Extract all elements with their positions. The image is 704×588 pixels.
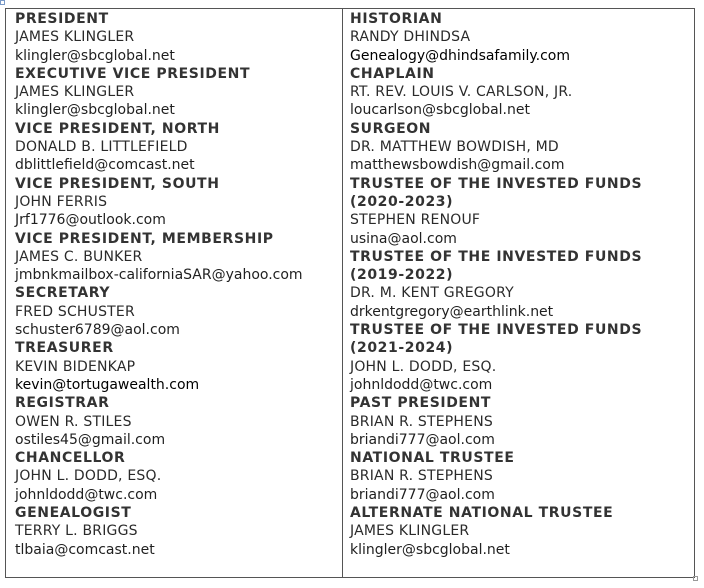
right-column (350, 10, 690, 559)
officer-name: JAMES C. BUNKER (15, 248, 143, 265)
officer-email[interactable]: Genealogy@dhindsafamily.com (350, 47, 571, 64)
officer-name: JOHN L. DODD, ESQ. (15, 468, 162, 485)
entry-chancellor (15, 449, 335, 504)
entry-past-president (350, 394, 690, 449)
officer-name: JAMES KLINGLER (350, 523, 470, 540)
entry-executive-vice-president (15, 65, 335, 120)
office-title: PRESIDENT (15, 11, 109, 27)
entry-historian (350, 10, 690, 65)
entry-trustee-invested-funds-2020 (350, 175, 690, 248)
officer-name: BRIAN R. STEPHENS (350, 468, 493, 485)
office-title: PAST PRESIDENT (350, 395, 492, 412)
officer-email[interactable]: ostiles45@gmail.com (15, 431, 166, 448)
table-handle-icon (693, 576, 698, 581)
office-title: TREASURER (15, 340, 114, 357)
office-title: HISTORIAN (350, 11, 443, 27)
officer-email[interactable]: klingler@sbcglobal.net (15, 102, 175, 119)
officer-name: JAMES KLINGLER (15, 29, 135, 46)
officer-email[interactable]: johnldodd@twc.com (15, 486, 158, 503)
officer-name: JOHN FERRIS (15, 193, 108, 210)
officer-name: FRED SCHUSTER (15, 303, 135, 320)
entry-vice-president-north (15, 120, 335, 175)
officer-email[interactable]: tlbaia@comcast.net (15, 541, 155, 558)
officer-name: RT. REV. LOUIS V. CARLSON, JR. (350, 84, 573, 101)
entry-genealogist (15, 504, 335, 559)
office-term: (2019-2022) (350, 267, 454, 284)
officer-email[interactable]: loucarlson@sbcglobal.net (350, 102, 530, 119)
office-title: VICE PRESIDENT, NORTH (15, 120, 220, 137)
officer-name: JAMES KLINGLER (15, 84, 135, 101)
officer-name: DONALD B. LITTLEFIELD (15, 139, 188, 156)
entry-treasurer (15, 339, 335, 394)
officer-email[interactable]: schuster6789@aol.com (15, 322, 180, 339)
office-title: NATIONAL TRUSTEE (350, 450, 515, 467)
office-title: EXECUTIVE VICE PRESIDENT (15, 65, 251, 82)
office-title: VICE PRESIDENT, SOUTH (15, 175, 220, 192)
entry-trustee-invested-funds-2021 (350, 321, 690, 394)
officer-email[interactable]: briandi777@aol.com (350, 431, 495, 448)
column-divider (342, 9, 343, 577)
entry-surgeon (350, 120, 690, 175)
officer-email[interactable]: kevin@tortugawealth.com (15, 376, 200, 393)
officer-email[interactable]: klingler@sbcglobal.net (350, 541, 510, 558)
entry-alternate-national-trustee (350, 504, 690, 559)
entry-trustee-invested-funds-2019 (350, 248, 690, 321)
office-title: GENEALOGIST (15, 505, 132, 522)
officer-name: STEPHEN RENOUF (350, 212, 481, 229)
office-title: VICE PRESIDENT, MEMBERSHIP (15, 230, 274, 247)
officer-name: OWEN R. STILES (15, 413, 132, 430)
office-title: TRUSTEE OF THE INVESTED FUNDS (350, 322, 643, 339)
office-title: SECRETARY (15, 285, 111, 302)
officer-name: KEVIN BIDENKAP (15, 358, 136, 375)
officer-name: DR. M. KENT GREGORY (350, 285, 514, 302)
officer-name: BRIAN R. STEPHENS (350, 413, 493, 430)
resize-handle-icon (0, 0, 5, 5)
officer-name: JOHN L. DODD, ESQ. (350, 358, 497, 375)
officer-email[interactable]: drkentgregory@earthlink.net (350, 303, 554, 320)
office-title: REGISTRAR (15, 395, 110, 412)
officers-table (5, 8, 695, 578)
office-title: TRUSTEE OF THE INVESTED FUNDS (350, 175, 643, 192)
officer-email[interactable]: Jrf1776@outlook.com (15, 212, 166, 229)
officer-email[interactable]: jmbnkmailbox-californiaSAR@yahoo.com (15, 267, 303, 284)
entry-vice-president-south (15, 175, 335, 230)
entry-secretary (15, 284, 335, 339)
entry-registrar (15, 394, 335, 449)
officer-email[interactable]: briandi777@aol.com (350, 486, 495, 503)
entry-national-trustee (350, 449, 690, 504)
office-term: (2021-2024) (350, 340, 454, 357)
officer-email[interactable]: usina@aol.com (350, 230, 457, 247)
officer-name: RANDY DHINDSA (350, 29, 471, 46)
officer-email[interactable]: johnldodd@twc.com (350, 376, 493, 393)
entry-chaplain (350, 65, 690, 120)
officer-name: TERRY L. BRIGGS (15, 523, 138, 540)
officer-email[interactable]: dblittlefield@comcast.net (15, 157, 195, 174)
office-title: SURGEON (350, 120, 432, 137)
office-title: TRUSTEE OF THE INVESTED FUNDS (350, 248, 643, 265)
officer-email[interactable]: klingler@sbcglobal.net (15, 47, 175, 64)
entry-president (15, 10, 335, 65)
office-title: CHANCELLOR (15, 450, 126, 467)
office-title: CHAPLAIN (350, 65, 435, 82)
left-column (15, 10, 335, 559)
officer-email[interactable]: matthewsbowdish@gmail.com (350, 157, 565, 174)
entry-vice-president-membership (15, 230, 335, 285)
office-title: ALTERNATE NATIONAL TRUSTEE (350, 505, 614, 522)
officer-name: DR. MATTHEW BOWDISH, MD (350, 139, 559, 156)
office-term: (2020-2023) (350, 193, 454, 210)
